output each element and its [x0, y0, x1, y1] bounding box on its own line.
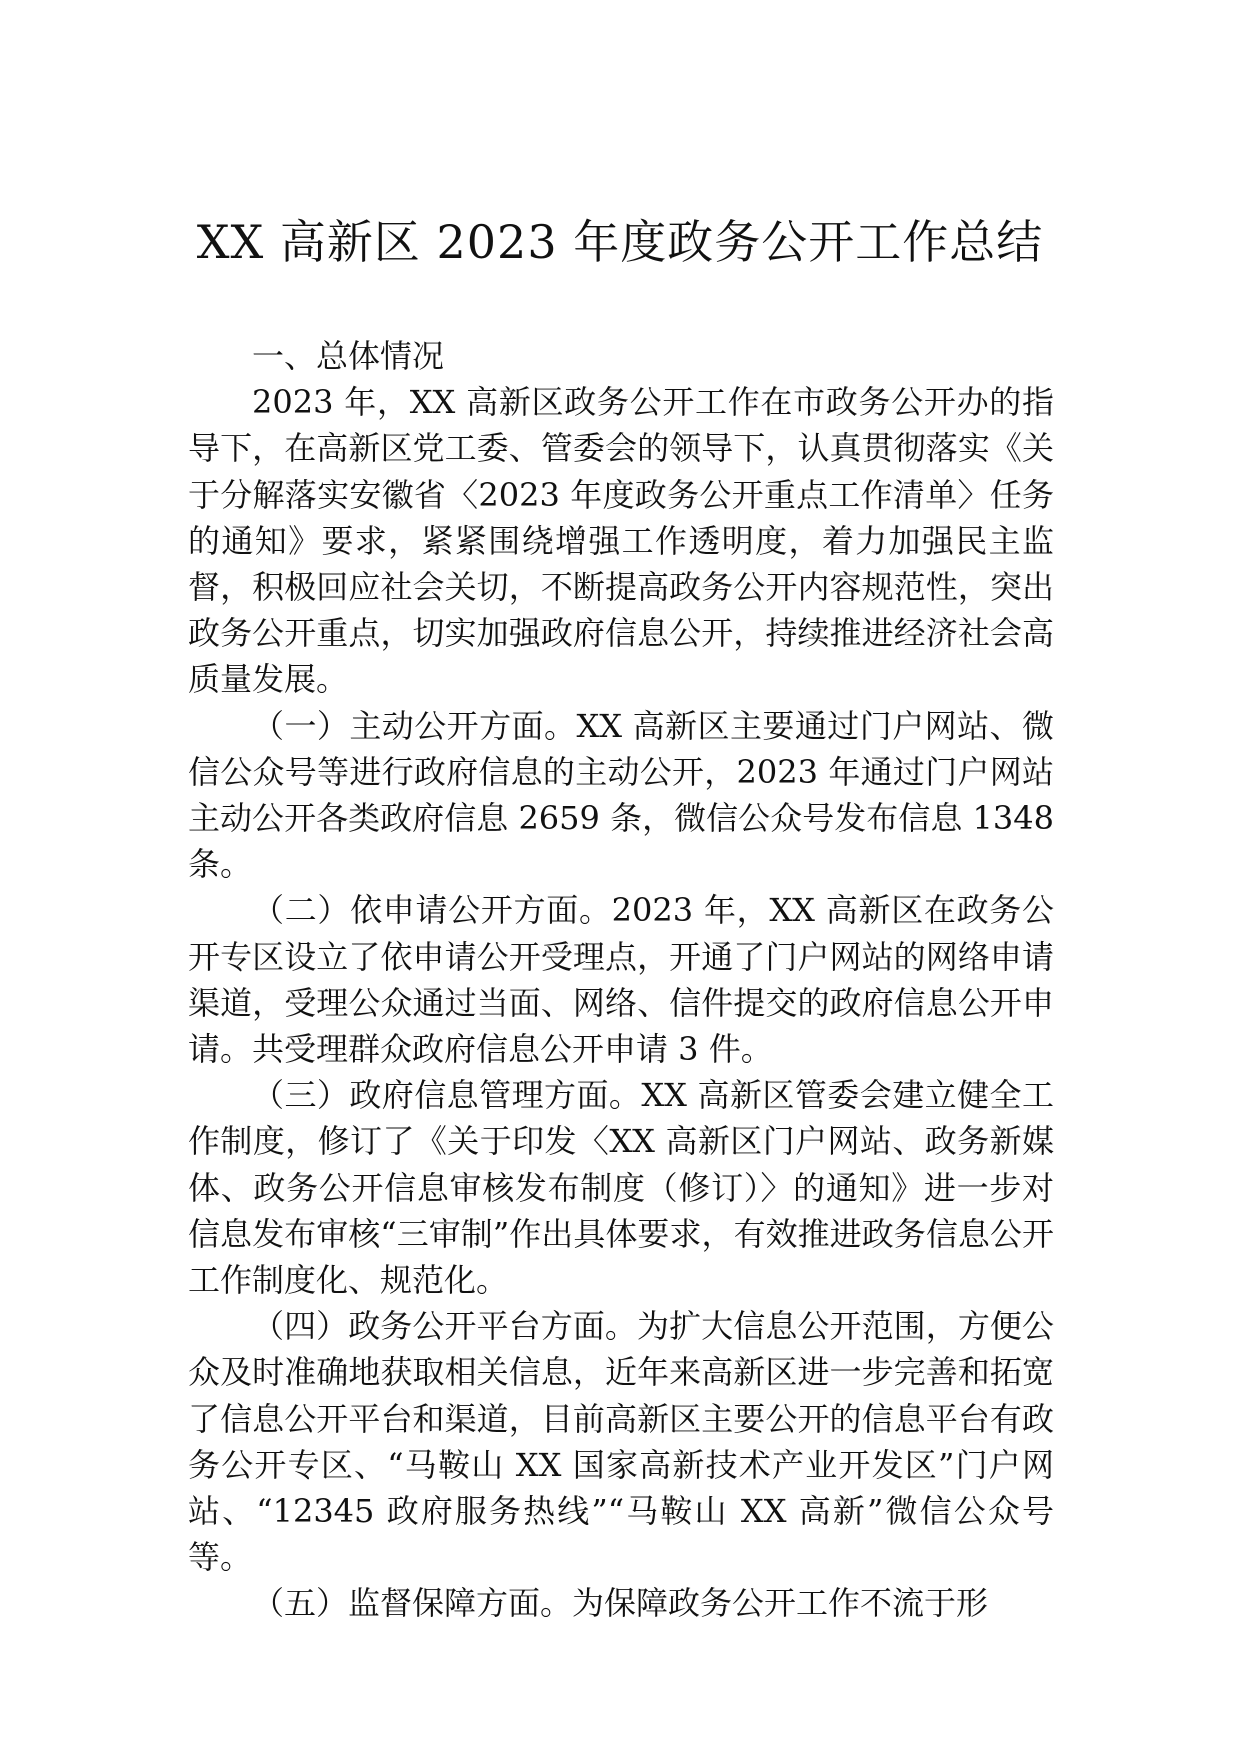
paragraph-request-disclosure: （二）依申请公开方面。2023 年，XX 高新区在政务公开专区设立了依申请公开受理点，开通了门户网站的网络申请渠道，受理公众通过当面、网络、信件提交的政府信息公开申请。共受理群众政府信息公开申请 3 件。: [188, 891, 1054, 1069]
paragraph-platform: （四）政务公开平台方面。为扩大信息公开范围，方便公众及时准确地获取相关信息，近年来高新区进一步完善和拓宽了信息公开平台和渠道，目前高新区主要公开的信息平台有政务公开专区、“马鞍山 XX 国家高新技术产业开发区”门户网站、“12345 政府服务热线”“马鞍山 XX 高新”微信公众号等。: [188, 1307, 1054, 1577]
section-heading: 一、总体情况: [252, 337, 445, 375]
paragraph-info-management: （三）政府信息管理方面。XX 高新区管委会建立健全工作制度，修订了《关于印发〈XX 高新区门户网站、政务新媒体、政务公开信息审核发布制度（修订）〉的通知》进一步对信息发布审核“三审制”作出具体要求，有效推进政务信息公开工作制度化、规范化。: [188, 1076, 1054, 1300]
paragraph-supervision: （五）监督保障方面。为保障政务公开工作不流于形: [252, 1584, 989, 1623]
document-body: [188, 333, 1054, 1627]
document-title: XX 高新区 2023 年度政务公开工作总结: [196, 215, 1044, 269]
paragraph-active-disclosure: （一）主动公开方面。XX 高新区主要通过门户网站、微信公众号等进行政府信息的主动公开，2023 年通过门户网站主动公开各类政府信息 2659 条，微信公众号发布信息 1348 条。: [188, 706, 1054, 884]
paragraph-overview: 2023 年，XX 高新区政务公开工作在市政务公开办的指导下，在高新区党工委、管委会的领导下，认真贯彻落实《关于分解落实安徽省〈2023 年度政务公开重点工作清单〉任务的通知》要求，紧紧围绕增强工作透明度，着力加强民主监督，积极回应社会关切，不断提高政务公开内容规范性，突出政务公开重点，切实加强政府信息公开，持续推进经济社会高质量发展。: [188, 383, 1054, 699]
